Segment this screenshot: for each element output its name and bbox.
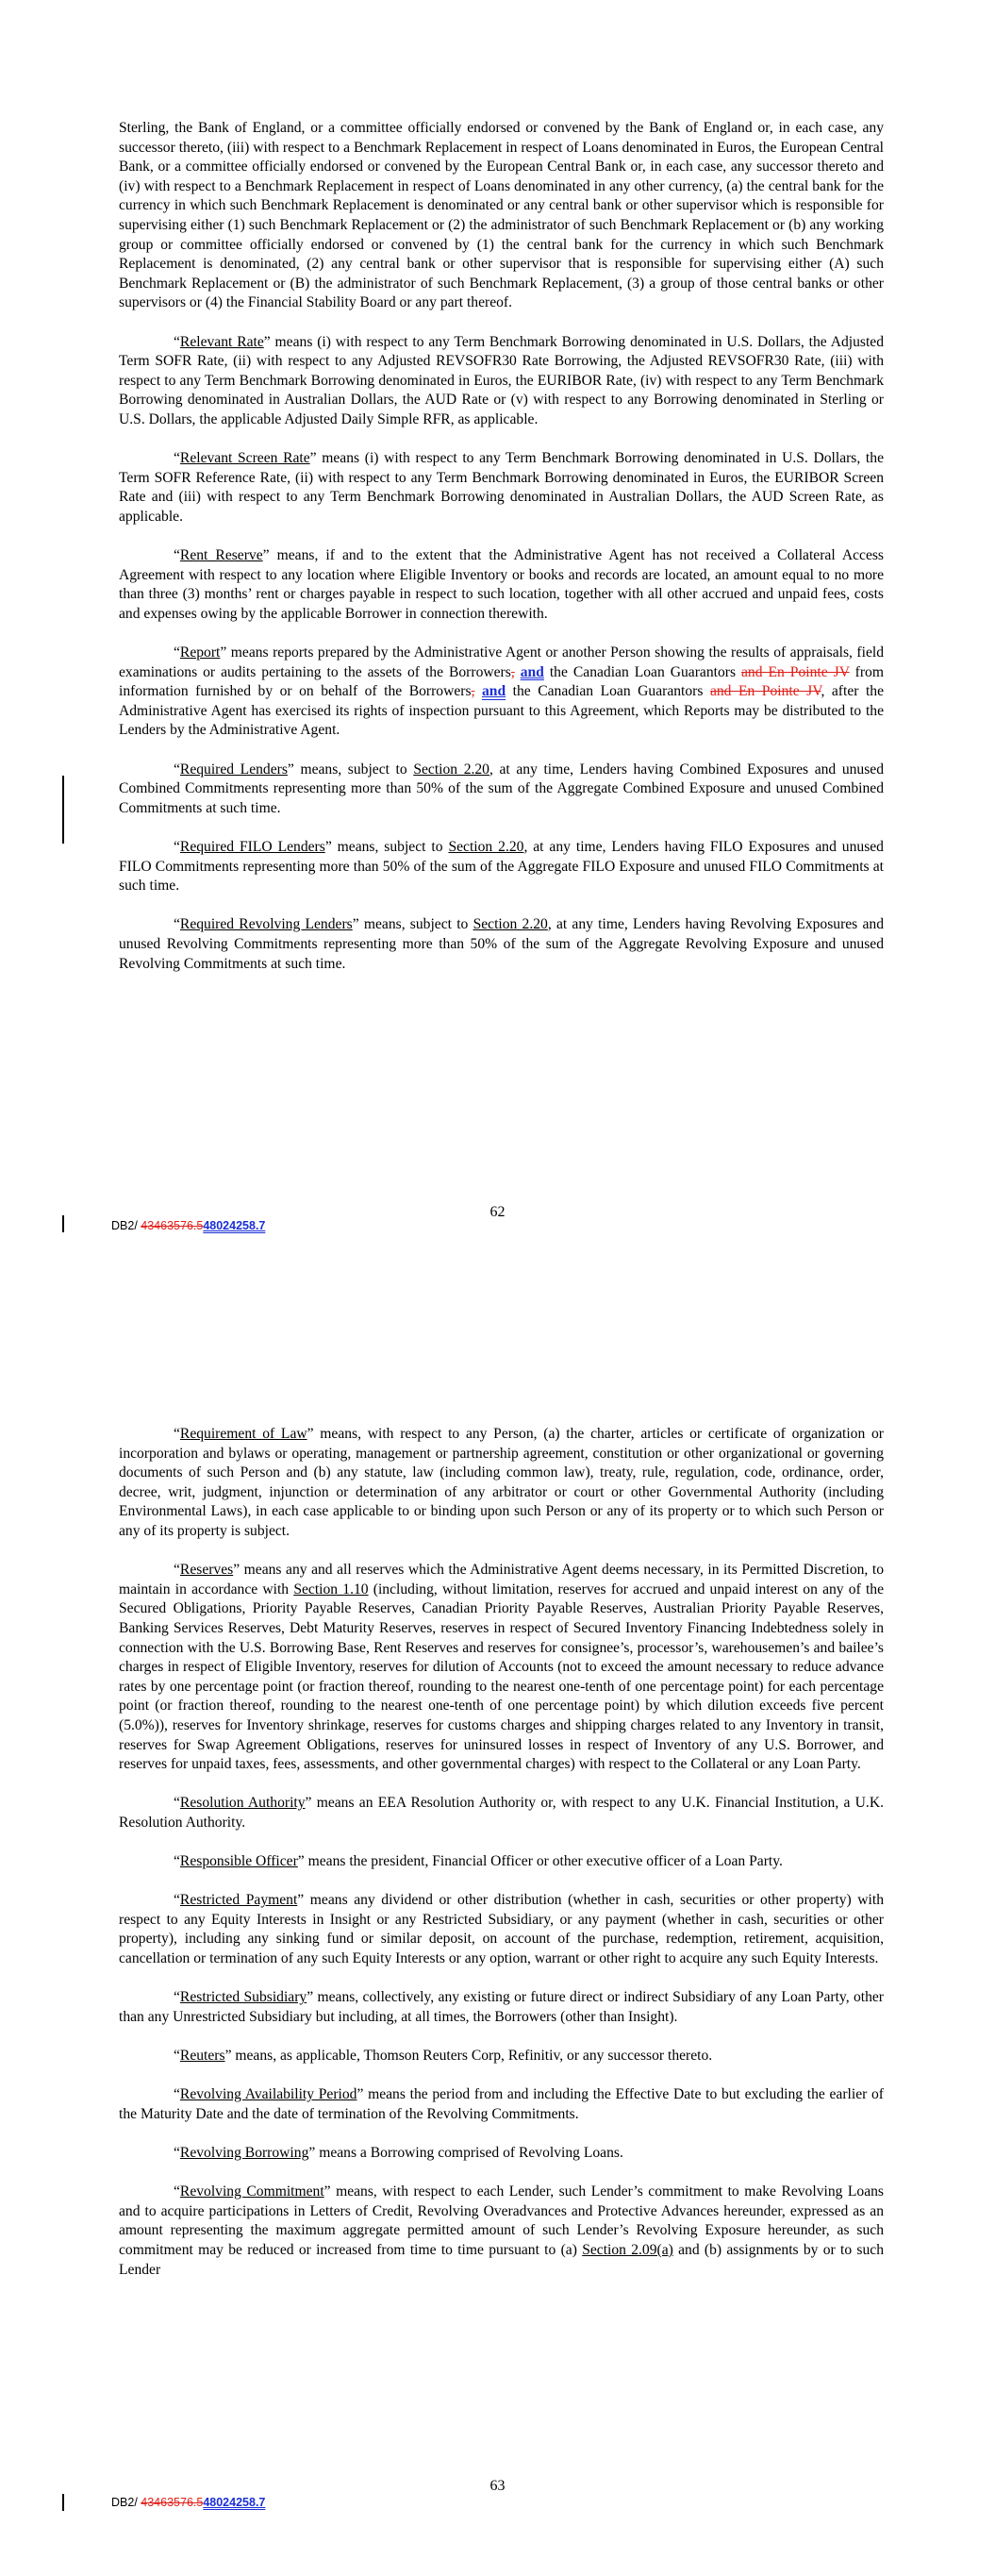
- inserted-text: and: [481, 683, 506, 700]
- definition-body: ” means a Borrowing comprised of Revolving Loans.: [308, 2144, 623, 2161]
- section-reference: Section 2.20: [448, 838, 524, 855]
- section-reference: Section 2.20: [413, 761, 489, 778]
- page-number: 62: [489, 1204, 506, 1220]
- deleted-text: and En Pointe JV: [741, 663, 850, 680]
- definition-restricted-payment: “Restricted Payment” means any dividend or other distribution (whether in cash, securities or other property) with respect to any Equity Interests in Insight or any Restricted Subsidiary, or any payment (whether in cash, securities or other property), including any sinking fund or similar deposit, on account of the purchase, redemption, retirement, acquisition, cancellation or termination of any such Equity Interests or any option, warrant or other right to acquire any such Equity Interests.: [119, 1892, 884, 1967]
- definition-body: ” means, as applicable, Thomson Reuters Corp, Refinitiv, or any successor thereto.: [224, 2048, 713, 2064]
- defined-term: Responsible Officer: [179, 1853, 298, 1870]
- defined-term: Required Lenders: [179, 761, 288, 778]
- deleted-text: and En Pointe JV: [709, 683, 821, 700]
- document-id: [111, 2496, 265, 2509]
- definition-requirement-of-law: “Requirement of Law” means, with respect to any Person, (a) the charter, articles or certificate of organization or incorporation and bylaws or operating, management or partnership agreement, constitution or other organizational or governing documents of such Person and (b) any statute, law (including common law), treaty, rule, regulation, code, ordinance, order, decree, writ, judgment, injunction or determination of any arbitrator or court or other Governmental Authority (including Environmental Laws), in each case applicable to or binding upon such Person or any of its property or to which such Person or any of its property is subject.: [119, 1426, 884, 1539]
- definition-body: , at any time, Lenders having Revolving Exposures and unused Revolving Commitments representing more than 50% of the sum of the Aggregate Revolving Exposure and unused Revolving Commitments at such time.: [119, 916, 884, 972]
- document-id: [111, 1219, 265, 1232]
- definition-reserves: “Reserves” means any and all reserves which the Administrative Agent deems necessary, in its Permitted Discretion, to maintain in accordance with Section 1.10 (including, without limitation, reserves for accrued and unpaid interest on any of the Secured Obligations, Priority Payable Reserves, Canadian Priority Payable Reserves, Australian Priority Payable Reserves, Banking Services Reserves, Debt Maturity Reserves, reserves in respect of Secured Inventory Financing Indebtedness solely in connection with the U.S. Borrowing Base, Rent Reserves and reserves for consignee’s, processor’s, warehousemen’s and bailee’s charges in respect of Eligible Inventory, reserves for dilution of Accounts (not to exceed the amount necessary to reduce advance rates by one percentage point (or fraction thereof, rounding to the nearest one-tenth of one percentage point) for each percentage point (or fraction thereof, rounding to the nearest one-tenth of one percentage point) by which dilution exceeds five percent (5.0%)), reserves for Inventory shrinkage, reserves for customs charges and shipping charges related to any Inventory in transit, reserves for Swap Agreement Obligations, reserves for uninsured losses in respect of Inventory of any U.S. Borrower, and reserves for unpaid taxes, fees, assessments, and other governmental charges) with respect to the Collateral or any Loan Party.: [119, 1562, 885, 1773]
- defined-term: Restricted Subsidiary: [179, 1989, 307, 2006]
- page-number: 63: [489, 2478, 506, 2494]
- defined-term: Relevant Rate: [179, 333, 264, 350]
- page-62-body: [119, 119, 884, 994]
- definition-body: , after the Administrative Agent has exercised its rights of inspection pursuant to this Agreement, which Reports may be distributed to the Lenders by the Administrative Agent.: [119, 683, 885, 739]
- definition-responsible-officer: “Responsible Officer” means the president, Financial Officer or other executive officer of a Loan Party.: [174, 1853, 783, 1870]
- definition-resolution-authority: “Resolution Authority” means an EEA Resolution Authority or, with respect to any U.K. Financial Institution, a U.K. Resolution Authority.: [119, 1795, 884, 1831]
- doc-id-new: 48024258.7: [203, 2496, 266, 2509]
- defined-term: Relevant Screen Rate: [179, 450, 310, 467]
- definition-body: from information furnished by or on behalf of the Borrowers: [119, 663, 884, 700]
- definition-body: the Canadian Loan Guarantors: [549, 663, 737, 680]
- defined-term: Requirement of Law: [179, 1426, 307, 1442]
- defined-term: Resolution Authority: [179, 1795, 306, 1812]
- definition-restricted-subsidiary: “Restricted Subsidiary” means, collectively, any existing or future direct or indirect Subsidiary of any Loan Party, other than any Unrestricted Subsidiary but including, at all times, the Borrowers (other than Insight).: [119, 1989, 884, 2025]
- definition-body: ” means any dividend or other distribution (whether in cash, securities or other property) with respect to any Equity Interests in Insight or any Restricted Subsidiary, or any payment (whether in cash, securities or other property), including any sinking fund or similar deposit, on account of the purchase, redemption, retirement, acquisition, cancellation or termination of any such Equity Interests or any option, warrant or other right to acquire any such Equity Interests.: [119, 1892, 884, 1967]
- definition-body: ” means reports prepared by the Administrative Agent or another Person showing the results of appraisals, field examinations or audits pertaining to the assets of the Borrowers: [119, 644, 884, 680]
- continuation-paragraph: Sterling, the Bank of England, or a committee officially endorsed or convened by the Bank of England or, in each case, any successor thereto, (iii) with respect to a Benchmark Replacement in respect of Loans denominated in Euros, the European Central Bank, or a committee officially endorsed or convened by the European Central Bank or, in each case, any successor thereto and (iv) with respect to a Benchmark Replacement in respect of Loans denominated in any other currency, (a) the central bank for the currency in which such Benchmark Replacement is denominated or any central bank or other supervisor which is responsible for supervising either (1) such Benchmark Replacement or (2) the administrator of such Benchmark Replacement or (b) any working group or committee officially endorsed or convened by (1) the central bank for the currency in which such Benchmark Replacement is denominated, (2) any central bank or other supervisor that is responsible for supervising either (A) such Benchmark Replacement or (B) the administrator of such Benchmark Replacement, (3) a group of those central banks or other supervisors or (4) the Financial Stability Board or any part thereof.: [119, 120, 884, 311]
- definition-relevant-screen-rate: “Relevant Screen Rate” means (i) with respect to any Term Benchmark Borrowing denominated in U.S. Dollars, the Term SOFR Reference Rate, (ii) with respect to any Term Benchmark Borrowing denominated in Euros, the EURIBOR Screen Rate and (iii) with respect to any Term Benchmark Borrowing denominated in Australian Dollars, the AUD Screen Rate, as applicable.: [119, 450, 884, 525]
- defined-term: Reserves: [179, 1562, 234, 1579]
- deleted-text: ,: [510, 663, 515, 680]
- doc-id-old: 43463576.5: [141, 2496, 204, 2509]
- change-bar: [62, 2494, 64, 2511]
- definition-revolving-availability-period: “Revolving Availability Period” means the period from and including the Effective Date to but excluding the earlier of the Maturity Date and the date of termination of the Revolving Commitments.: [119, 2086, 884, 2122]
- change-bar: [62, 776, 64, 844]
- doc-id-old: 43463576.5: [141, 1219, 204, 1232]
- defined-term: Revolving Commitment: [179, 2183, 324, 2200]
- definition-reuters: “Reuters” means, as applicable, Thomson Reuters Corp, Refinitiv, or any successor thereto.: [174, 2048, 713, 2064]
- definition-body: ” means, if and to the extent that the Administrative Agent has not received a Collateral Access Agreement with respect to any location where Eligible Inventory or books and records are located, an amount equal to no more than three (3) months’ rent or charges payable in respect to such location, together with all other accrued and unpaid fees, costs and expenses owing by the applicable Borrower in connection therewith.: [119, 547, 884, 622]
- defined-term: Required Revolving Lenders: [179, 916, 353, 933]
- definition-revolving-commitment: “Revolving Commitment” means, with respect to each Lender, such Lender’s commitment to make Revolving Loans and to acquire participations in Letters of Credit, Revolving Overadvances and Protective Advances hereunder, expressed as an amount representing the maximum aggregate permitted amount of such Lender’s Revolving Exposure hereunder, as such commitment may be reduced or increased from time to time pursuant to (a) Section 2.09(a) and (b) assignments by or to such Lender: [119, 2183, 884, 2278]
- definition-body: ” means, subject to: [352, 916, 469, 933]
- definition-body: ” means any and all reserves which the Administrative Agent deems necessary, in its Permitted Discretion, to maintain in accordance with: [119, 1562, 884, 1597]
- inserted-text: and: [520, 663, 544, 680]
- definition-body: ” means, collectively, any existing or future direct or indirect Subsidiary of any Loan Party, other than any Unrestricted Subsidiary but including, at all times, the Borrowers (other than Insight).: [119, 1989, 884, 2025]
- defined-term: Rent Reserve: [179, 547, 263, 564]
- definition-rent-reserve: “Rent Reserve” means, if and to the extent that the Administrative Agent has not received a Collateral Access Agreement with respect to any location where Eligible Inventory or books and records are located, an amount equal to no more than three (3) months’ rent or charges payable in respect to such location, together with all other accrued and unpaid fees, costs and expenses owing by the applicable Borrower in connection therewith.: [119, 547, 884, 622]
- document-page-63: [0, 1274, 995, 2576]
- page-63-body: [119, 1425, 884, 2300]
- definition-body: and (b) assignments by or to such Lender: [119, 2241, 884, 2278]
- definition-revolving-borrowing: “Revolving Borrowing” means a Borrowing comprised of Revolving Loans.: [174, 2144, 623, 2161]
- definition-body: ” means an EEA Resolution Authority or, with respect to any U.K. Financial Institution, a U.K. Resolution Authority.: [119, 1795, 884, 1831]
- defined-term: Report: [179, 644, 221, 661]
- definition-body: , at any time, Lenders having FILO Exposures and unused FILO Commitments representing more than 50% of the sum of the Aggregate FILO Exposure and unused FILO Commitments at such time.: [119, 838, 884, 895]
- deleted-text: ,: [471, 683, 475, 700]
- section-reference: Section 1.10: [293, 1581, 369, 1597]
- definition-body: ” means, with respect to any Person, (a) the charter, articles or certificate of organization or incorporation and bylaws or operating, management or partnership agreement, constitution or other organizational or governing documents of such Person and (b) any statute, law (including common law), treaty, rule, regulation, code, ordinance, order, decree, writ, judgment, injunction or determination of any arbitrator or court or other Governmental Authority (including Environmental Laws), in each case applicable to or binding upon such Person or any of its property or to which such Person or any of its property is subject.: [119, 1426, 884, 1539]
- definition-body: ” means, subject to: [287, 761, 407, 778]
- doc-id-prefix: DB2/: [111, 1219, 138, 1232]
- defined-term: Revolving Availability Period: [179, 2086, 357, 2103]
- defined-term: Reuters: [179, 2048, 225, 2064]
- defined-term: Restricted Payment: [179, 1892, 298, 1909]
- definition-required-revolving-lenders: “Required Revolving Lenders” means, subject to Section 2.20, at any time, Lenders having Revolving Exposures and unused Revolving Commitments representing more than 50% of the sum of the Aggregate Revolving Exposure and unused Revolving Commitments at such time.: [119, 916, 884, 972]
- definition-relevant-rate: “Relevant Rate” means (i) with respect to any Term Benchmark Borrowing denominated in U.S. Dollars, the Adjusted Term SOFR Rate, (ii) with respect to any Adjusted REVSOFR30 Rate Borrowing, the Adjusted REVSOFR30 Rate, (iii) with respect to any Term Benchmark Borrowing denominated in Euros, the EURIBOR Rate, (iv) with respect to any Term Benchmark Borrowing denominated in Australian Dollars, the AUD Rate or (v) with respect to any Borrowing denominated in Sterling or U.S. Dollars, the applicable Adjusted Daily Simple RFR, as applicable.: [119, 333, 884, 427]
- doc-id-prefix: DB2/: [111, 2496, 138, 2509]
- definition-body: the Canadian Loan Guarantors: [512, 683, 704, 700]
- definition-required-lenders: “Required Lenders” means, subject to Section 2.20, at any time, Lenders having Combined Exposures and unused Combined Commitments representing more than 50% of the sum of the Aggregate Combined Exposure and unused Combined Commitments at such time.: [119, 761, 884, 816]
- definition-required-filo-lenders: “Required FILO Lenders” means, subject to Section 2.20, at any time, Lenders having FILO Exposures and unused FILO Commitments representing more than 50% of the sum of the Aggregate FILO Exposure and unused FILO Commitments at such time.: [119, 838, 884, 895]
- definition-body: ” means (i) with respect to any Term Benchmark Borrowing denominated in U.S. Dollars, the Adjusted Term SOFR Rate, (ii) with respect to any Adjusted REVSOFR30 Rate Borrowing, the Adjusted REVSOFR30 Rate, (iii) with respect to any Term Benchmark Borrowing denominated in Euros, the EURIBOR Rate, (iv) with respect to any Term Benchmark Borrowing denominated in Australian Dollars, the AUD Rate or (v) with respect to any Borrowing denominated in Sterling or U.S. Dollars, the applicable Adjusted Daily Simple RFR, as applicable.: [119, 333, 884, 427]
- definition-body: ” means (i) with respect to any Term Benchmark Borrowing denominated in U.S. Dollars, the Term SOFR Reference Rate, (ii) with respect to any Term Benchmark Borrowing denominated in Euros, the EURIBOR Screen Rate and (iii) with respect to any Term Benchmark Borrowing denominated in Australian Dollars, the AUD Screen Rate, as applicable.: [119, 450, 884, 525]
- definition-body: ” means the period from and including the Effective Date to but excluding the earlier of the Maturity Date and the date of termination of the Revolving Commitments.: [119, 2086, 884, 2122]
- document-page-62: [0, 0, 995, 1274]
- definition-body: ” means the president, Financial Officer or other executive officer of a Loan Party.: [297, 1853, 783, 1870]
- definition-body: (including, without limitation, reserves for accrued and unpaid interest on any of the Secured Obligations, Priority Payable Reserves, Canadian Priority Payable Reserves, Australian Priority Payable Reserves, Banking Services Reserves, Debt Maturity Reserves, reserves in respect of Secured Inventory Financing Indebtedness solely in connection with the U.S. Borrowing Base, Rent Reserves and reserves for consignee’s, processor’s, warehousemen’s and bailee’s charges in respect of Eligible Inventory, reserves for dilution of Accounts (not to exceed the amount necessary to reduce advance rates by one percentage point (or fraction thereof, rounding to the nearest one-tenth of one percentage point) for each percentage point (or fraction thereof, rounding to the nearest one-tenth of one percentage point) by which dilution exceeds five percent (5.0%)), reserves for Inventory shrinkage, reserves for customs charges and shipping charges related to any Inventory in transit, reserves for Swap Agreement Obligations, reserves for uninsured losses in respect of Inventory of any U.S. Borrower, and reserves for unpaid taxes, fees, assessments, and other governmental charges) with respect to the Collateral or any Loan Party.: [119, 1581, 885, 1773]
- definition-body: ” means, with respect to each Lender, such Lender’s commitment to make Revolving Loans and to acquire participations in Letters of Credit, Revolving Overadvances and Protective Advances hereunder, expressed as an amount representing the maximum aggregate permitted amount of such Lender’s Revolving Exposure hereunder, as such commitment may be reduced or increased from time to time pursuant to (a): [119, 2183, 884, 2258]
- section-reference: Section 2.20: [473, 916, 548, 933]
- doc-id-new: 48024258.7: [203, 1219, 266, 1232]
- section-reference: Section 2.09(a): [582, 2241, 673, 2258]
- definition-body: ” means, subject to: [324, 838, 443, 855]
- definition-report: “Report” means reports prepared by the Administrative Agent or another Person showing the results of appraisals, field examinations or audits pertaining to the assets of the Borrowers, and the Canadian Loan Guarantors and En Pointe JV from information furnished by or on behalf of the Borrowers, and the Canadian Loan Guarantors and En Pointe JV, after the Administrative Agent has exercised its rights of inspection pursuant to this Agreement, which Reports may be distributed to the Lenders by the Administrative Agent.: [119, 644, 885, 739]
- defined-term: Revolving Borrowing: [179, 2144, 309, 2161]
- definition-body: , at any time, Lenders having Combined Exposures and unused Combined Commitments representing more than 50% of the sum of the Aggregate Combined Exposure and unused Combined Commitments at such time.: [119, 761, 884, 816]
- defined-term: Required FILO Lenders: [179, 838, 325, 855]
